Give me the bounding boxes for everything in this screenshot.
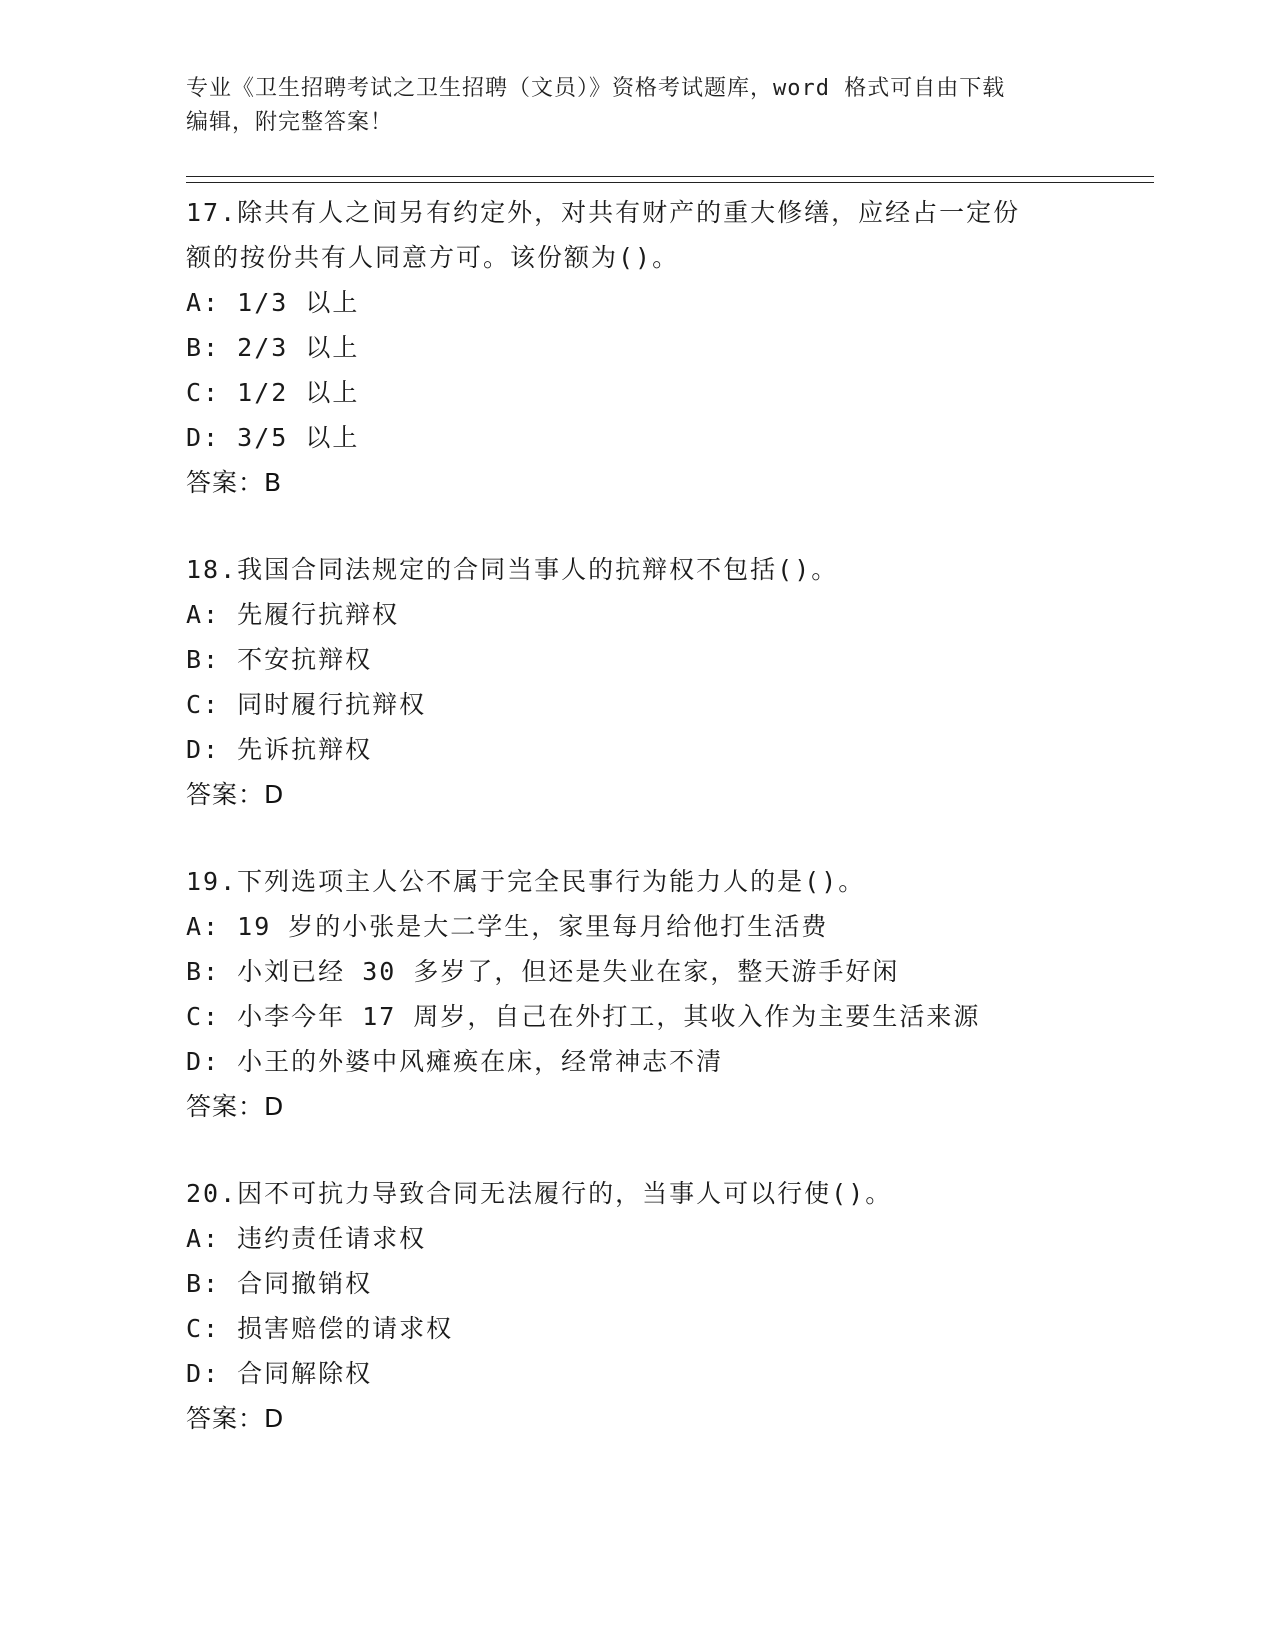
option-a: A: 1/3 以上 (186, 288, 360, 317)
header-line-1: 专业《卫生招聘考试之卫生招聘（文员）》资格考试题库，word 格式可自由下载 (186, 76, 1006, 101)
question-20 (186, 1171, 1086, 1441)
question-stem: 18.我国合同法规定的合同当事人的抗辩权不包括()。 (186, 555, 839, 584)
option-a: A: 先履行抗辩权 (186, 600, 400, 629)
option-c: C: 损害赔偿的请求权 (186, 1314, 454, 1343)
option-d: D: 3/5 以上 (186, 423, 360, 452)
option-a: A: 违约责任请求权 (186, 1224, 427, 1253)
answer: 答案：D (186, 780, 285, 809)
document-header (186, 72, 1086, 140)
option-b: B: 小刘已经 30 多岁了，但还是失业在家，整天游手好闲 (186, 957, 900, 986)
question-stem: 19.下列选项主人公不属于完全民事行为能力人的是()。 (186, 867, 866, 896)
option-c: C: 小李今年 17 周岁，自己在外打工，其收入作为主要生活来源 (186, 1002, 981, 1031)
option-a: A: 19 岁的小张是大二学生，家里每月给他打生活费 (186, 912, 829, 941)
question-list (186, 190, 1086, 1483)
option-d: D: 合同解除权 (186, 1359, 373, 1388)
answer: 答案：B (186, 468, 283, 497)
question-18 (186, 547, 1086, 817)
header-divider-top (186, 176, 1154, 177)
question-stem: 20.因不可抗力导致合同无法履行的，当事人可以行使()。 (186, 1179, 893, 1208)
option-d: D: 先诉抗辩权 (186, 735, 373, 764)
question-17 (186, 190, 1086, 505)
question-stem-continued: 额的按份共有人同意方可。该份额为()。 (186, 243, 680, 272)
header-line-2: 编辑，附完整答案！ (186, 110, 394, 135)
question-19 (186, 859, 1086, 1129)
answer: 答案：D (186, 1092, 285, 1121)
option-c: C: 同时履行抗辩权 (186, 690, 427, 719)
option-d: D: 小王的外婆中风瘫痪在床，经常神志不清 (186, 1047, 724, 1076)
option-b: B: 合同撤销权 (186, 1269, 373, 1298)
option-b: B: 不安抗辩权 (186, 645, 373, 674)
header-divider-bottom (186, 182, 1154, 183)
option-c: C: 1/2 以上 (186, 378, 360, 407)
answer: 答案：D (186, 1404, 285, 1433)
option-b: B: 2/3 以上 (186, 333, 360, 362)
question-stem: 17.除共有人之间另有约定外，对共有财产的重大修缮，应经占一定份 (186, 198, 1021, 227)
